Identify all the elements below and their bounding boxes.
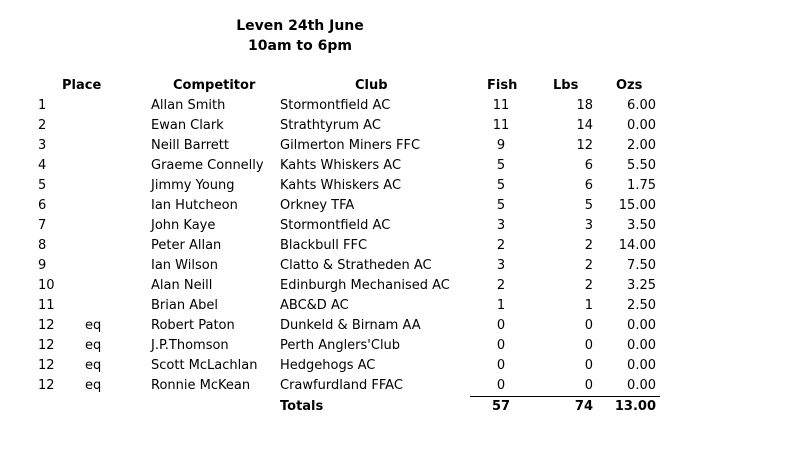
cell-competitor: Peter Allan — [151, 238, 222, 253]
cell-place: 12 — [38, 378, 55, 393]
cell-competitor: Allan Smith — [151, 98, 226, 113]
cell-fish: 0 — [496, 318, 506, 333]
cell-lbs: 0 — [584, 318, 593, 333]
cell-club: Blackbull FFC — [280, 238, 368, 253]
header-competitor: Competitor — [173, 78, 256, 93]
page-title: Leven 24th June — [236, 18, 364, 34]
cell-competitor: Neill Barrett — [151, 138, 229, 153]
cell-eq: eq — [85, 318, 102, 333]
cell-fish: 11 — [492, 118, 510, 133]
cell-lbs: 1 — [584, 298, 593, 313]
cell-fish: 9 — [496, 138, 506, 153]
cell-competitor: John Kaye — [151, 218, 216, 233]
header-ozs: Ozs — [616, 78, 643, 93]
header-fish: Fish — [487, 78, 518, 93]
cell-club: Strathtyrum AC — [280, 118, 381, 133]
cell-eq: eq — [85, 358, 102, 373]
cell-ozs: 2.50 — [627, 298, 656, 313]
cell-club: Orkney TFA — [280, 198, 355, 213]
cell-place: 7 — [38, 218, 47, 233]
cell-competitor: Graeme Connelly — [151, 158, 264, 173]
cell-competitor: Ewan Clark — [151, 118, 224, 133]
cell-place: 6 — [38, 198, 47, 213]
cell-fish: 1 — [496, 298, 506, 313]
cell-club: Gilmerton Miners FFC — [280, 138, 421, 153]
cell-club: Crawfurdland FFAC — [280, 378, 403, 393]
cell-place: 12 — [38, 338, 55, 353]
cell-club: ABC&D AC — [280, 298, 349, 313]
cell-place: 2 — [38, 118, 47, 133]
cell-eq: eq — [85, 378, 102, 393]
cell-fish: 5 — [496, 198, 506, 213]
cell-lbs: 0 — [584, 358, 593, 373]
cell-club: Perth Anglers'Club — [280, 338, 401, 353]
cell-ozs: 0.00 — [627, 338, 656, 353]
cell-fish: 3 — [496, 258, 506, 273]
cell-place: 8 — [38, 238, 47, 253]
page-subtitle: 10am to 6pm — [248, 38, 352, 54]
cell-lbs: 5 — [584, 198, 593, 213]
cell-club: Dunkeld & Birnam AA — [280, 318, 421, 333]
cell-competitor: J.P.Thomson — [151, 338, 229, 353]
cell-competitor: Robert Paton — [151, 318, 235, 333]
cell-lbs: 12 — [576, 138, 593, 153]
cell-ozs: 0.00 — [627, 358, 656, 373]
cell-ozs: 1.75 — [627, 178, 656, 193]
cell-competitor: Jimmy Young — [151, 178, 235, 193]
cell-lbs: 6 — [584, 158, 593, 173]
header-club: Club — [355, 78, 388, 93]
cell-ozs: 3.50 — [627, 218, 656, 233]
cell-lbs: 14 — [576, 118, 593, 133]
cell-place: 12 — [38, 318, 55, 333]
cell-ozs: 5.50 — [627, 158, 656, 173]
cell-club: Clatto & Stratheden AC — [280, 258, 432, 273]
cell-ozs: 14.00 — [618, 238, 656, 253]
cell-lbs: 2 — [584, 258, 593, 273]
cell-fish: 5 — [496, 158, 506, 173]
cell-lbs: 2 — [584, 278, 593, 293]
header-place: Place — [62, 78, 102, 93]
cell-competitor: Alan Neill — [151, 278, 213, 293]
cell-ozs: 3.25 — [627, 278, 656, 293]
cell-lbs: 18 — [576, 98, 593, 113]
cell-ozs: 0.00 — [627, 318, 656, 333]
cell-fish: 0 — [496, 338, 506, 353]
cell-eq: eq — [85, 338, 102, 353]
cell-place: 3 — [38, 138, 47, 153]
cell-club: Stormontfield AC — [280, 218, 391, 233]
cell-place: 4 — [38, 158, 47, 173]
totals-lbs: 74 — [574, 399, 593, 414]
cell-competitor: Ian Wilson — [151, 258, 218, 273]
cell-competitor: Ian Hutcheon — [151, 198, 238, 213]
cell-fish: 0 — [496, 358, 506, 373]
cell-fish: 2 — [496, 238, 506, 253]
cell-club: Edinburgh Mechanised AC — [280, 278, 450, 293]
cell-ozs: 15.00 — [618, 198, 656, 213]
header-lbs: Lbs — [553, 78, 579, 93]
cell-club: Kahts Whiskers AC — [280, 158, 402, 173]
cell-place: 9 — [38, 258, 47, 273]
cell-ozs: 0.00 — [627, 118, 656, 133]
cell-ozs: 0.00 — [627, 378, 656, 393]
cell-club: Hedgehogs AC — [280, 358, 376, 373]
cell-place: 10 — [38, 278, 55, 293]
cell-lbs: 0 — [584, 338, 593, 353]
cell-ozs: 2.00 — [627, 138, 656, 153]
cell-competitor: Scott McLachlan — [151, 358, 258, 373]
cell-place: 12 — [38, 358, 55, 373]
cell-lbs: 2 — [584, 238, 593, 253]
cell-place: 5 — [38, 178, 47, 193]
cell-competitor: Ronnie McKean — [151, 378, 251, 393]
totals-fish: 57 — [491, 399, 511, 414]
cell-competitor: Brian Abel — [151, 298, 218, 313]
cell-place: 1 — [38, 98, 47, 113]
totals-label: Totals — [280, 399, 324, 414]
cell-fish: 0 — [496, 378, 506, 393]
cell-lbs: 0 — [584, 378, 593, 393]
cell-fish: 2 — [496, 278, 506, 293]
cell-fish: 11 — [492, 98, 510, 113]
cell-lbs: 3 — [584, 218, 593, 233]
cell-fish: 3 — [496, 218, 506, 233]
cell-club: Stormontfield AC — [280, 98, 391, 113]
cell-ozs: 7.50 — [627, 258, 656, 273]
cell-ozs: 6.00 — [627, 98, 656, 113]
cell-lbs: 6 — [584, 178, 593, 193]
totals-ozs: 13.00 — [614, 399, 656, 414]
cell-club: Kahts Whiskers AC — [280, 178, 402, 193]
cell-fish: 5 — [496, 178, 506, 193]
cell-place: 11 — [38, 298, 55, 313]
